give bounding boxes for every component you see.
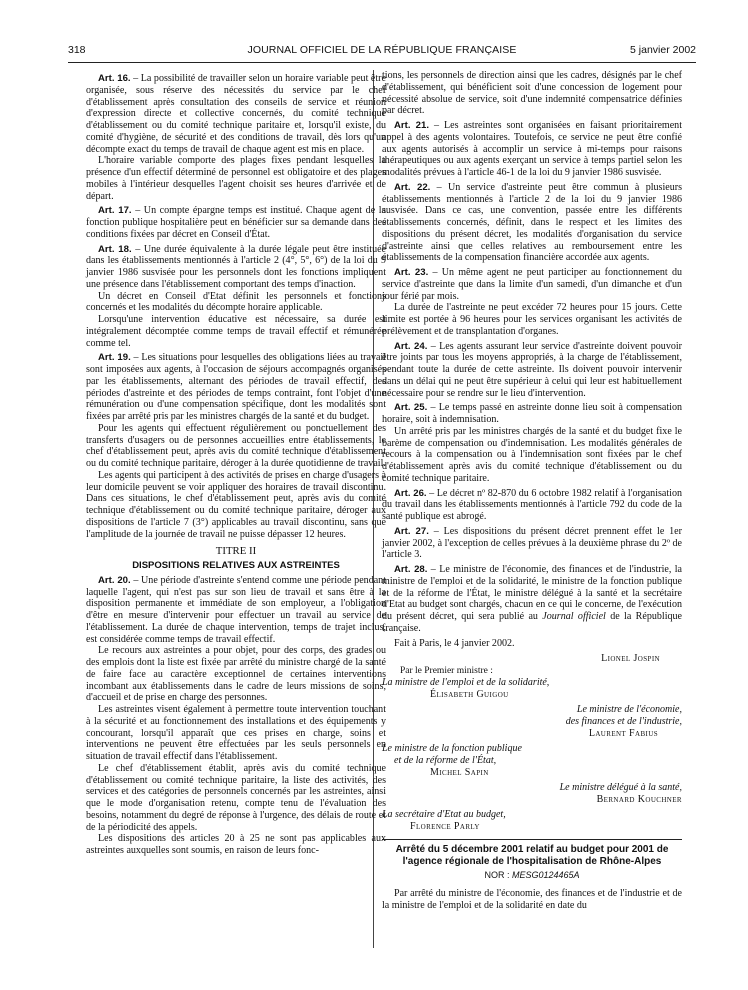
article-label: Art. 27.	[394, 525, 429, 537]
paragraph: Le recours aux astreintes a pour objet, pour des corps, des grades ou des emplois dont la liste est fixée par arrêté du ministre chargé de la santé de faire face au caractère exceptionnel de certaines interventions incombant aux établissements dans le cadre de leurs missions de soins, d'accueil et de prise en charge des personnes.	[86, 645, 386, 704]
article-26: Art. 26. – Le décret nº 82-870 du 6 octobre 1982 relatif à l'organisation du travail dans les établissements mentionnés à l'article 792 du code de la santé publique est abrogé.	[382, 487, 682, 522]
paragraph: Pour les agents qui effectuent régulièrement ou ponctuellement des transferts d'usagers ou de personnes accueillies entre établissements, le chef d'établissement peut, après avis du comité technique d'établissement ou du comité technique paritaire, déroger à la durée quotidienne de travail.	[86, 422, 386, 469]
signatory-title: La ministre de l'emploi et de la solidarité,	[382, 677, 550, 689]
signatory-name: Élisabeth Guigou	[430, 689, 509, 701]
signatory-name: Michel Sapin	[430, 767, 489, 779]
signatory-title: Le ministre délégué à la santé,	[559, 782, 682, 794]
article-label: Art. 16.	[98, 73, 131, 84]
article-20: Art. 20. – Une période d'astreinte s'entend comme une période pendant laquelle l'agent, qui n'est pas sur son lieu de travail et sans être à la disposition permanente et immédiate de son employeur, a l'obligation d'être en mesure d'intervenir pour effectuer un travail au service de l'établissement. La durée de chaque intervention, temps de trajet inclus, est considérée comme temps de travail effectif.	[86, 574, 386, 645]
signatory-title: La secrétaire d'Etat au budget,	[382, 809, 506, 821]
decree-title: Arrêté du 5 décembre 2001 relatif au budget pour 2001 de l'agence régionale de l'hospitalisation de Rhône-Alpes	[395, 844, 669, 868]
article-25: Art. 25. – Le temps passé en astreinte donne lieu soit à compensation horaire, soit à indemnisation.	[382, 402, 683, 425]
paragraph: Les agents qui participent à des activités de prises en charge d'usagers à leur domicile peuvent se voir appliquer des horaires de travail discontinu. Dans ces situations, le chef d'établissement peut, après avis du comité technique d'établissement ou du comité technique paritaire, déroger aux dispositions de l'article 7 (3°) applicables au travail discontinu, sans que l'amplitude de la journée de travail ne puisse dépasser 12 heures.	[86, 469, 386, 540]
article-label: Art. 18.	[98, 243, 132, 255]
paragraph-continued: tions, les personnels de direction ainsi que les cadres, désignés par le chef d'établissement, qui bénéficient soit d'une concession de logement pour nécessité absolue de service, soit d'une indemnité compensatrice définies par décret.	[382, 70, 682, 117]
journal-title: JOURNAL OFFICIEL DE LA RÉPUBLIQUE FRANÇAISE	[247, 44, 517, 56]
paragraph: Le chef d'établissement établit, après avis du comité technique d'établissement ou comité technique paritaire, la liste des activités, des services et des catégories de personnels concernés par les astreintes, ainsi que le mode d'organisation retenu, compte tenu de l'évaluation des besoins, notamment du degré de réponse à l'urgence, des délais de route et de la périodicité des appels.	[86, 762, 386, 833]
signatures	[382, 653, 682, 833]
section-title: TITRE II	[215, 545, 257, 558]
signatory-name: Laurent Fabius	[588, 728, 658, 740]
separator-rule	[382, 839, 682, 840]
issue-date: 5 janvier 2002	[630, 44, 696, 56]
paragraph: La durée de l'astreinte ne peut excéder 72 heures pour 15 jours. Cette limite est portée à 96 heures pour les services organisant les activités de prélèvement et de transplantation d'organes.	[382, 302, 682, 337]
right-column	[382, 70, 682, 912]
article-label: Art. 22.	[394, 181, 431, 193]
paragraph: Par arrêté du ministre de l'économie, des finances et de l'industrie et de la ministre de l'emploi et de la solidarité en date du	[382, 888, 682, 911]
article-label: Art. 21.	[394, 120, 430, 131]
signatory-title: Le ministre de la fonction publique	[382, 743, 522, 755]
article-label: Art. 20.	[98, 574, 131, 586]
paragraph: Un arrêté pris par les ministres chargés de la santé et du budget fixe le barème de compensation ou d'indemnisation. Les modalités générales de recours à la compensation ou à l'indemnisation sont fixées par le chef d'établissement après avis du comité technique d'établissement ou du comité technique paritaire.	[382, 425, 682, 484]
article-label: Art. 28.	[394, 564, 428, 575]
signatory-title: Le ministre de l'économie,	[576, 704, 682, 716]
article-27: Art. 27. – Les dispositions du présent décret prennent effet le 1er janvier 2002, à l'exception de celles prévues à la deuxième phrase du 2º de l'article 3.	[382, 525, 682, 561]
article-22: Art. 22. – Un service d'astreinte peut être commun à plusieurs établissements mentionnés à l'article 2 de la loi du 9 janvier 1986 susvisée. Dans ce cas, une convention, passée entre les différents établissements concernés, définit, dans le respect et les limites des dispositions du présent décret, les modalités d'organisation du service d'astreinte ainsi que celles relatives au remboursement entre les établissements de la compensation financière accordée aux agents.	[382, 181, 682, 264]
article-23: Art. 23. – Un même agent ne peut participer au fonctionnement du service d'astreinte que dans la limite d'un samedi, d'un dimanche et d'un jour férié par mois.	[382, 267, 683, 302]
paragraph: Un décret en Conseil d'Etat définit les personnels et fonctions concernés et les modalités du décompte horaire applicable.	[86, 290, 386, 314]
signatory-title: des finances et de l'industrie,	[565, 716, 682, 728]
article-18: Art. 18. – Une durée équivalente à la durée légale peut être instituée dans les établissements mentionnés à l'article 2 (4°, 5°, 6°) de la loi du 9 janvier 1986 susvisée pour les personnels dont les fonctions impliquent une présence dans l'établissement comportant des temps d'inaction.	[86, 243, 387, 290]
signature-intro: Par le Premier ministre :	[400, 666, 493, 677]
article-28: Art. 28. – Le ministre de l'économie, des finances et de l'industrie, la ministre de l'emploi et de la solidarité, le ministre de la fonction publique et de la réforme de l'État, le ministre délégué à la santé et la secrétaire d'Etat au budget sont chargés, chacun en ce qui le concerne, de l'exécution du présent décret, qui sera publié au Journal officiel de la République française.	[382, 564, 682, 634]
article-label: Art. 25.	[394, 402, 428, 414]
signatory-pm: Lionel Jospin	[601, 653, 660, 665]
signatory-title: et de la réforme de l'État,	[394, 755, 497, 767]
nor-reference: NOR : MESG0124465A	[484, 870, 580, 881]
article-24: Art. 24. – Les agents assurant leur service d'astreinte doivent pouvoir être joints par tous les moyens appropriés, à la charge de l'établissement, pendant toute la durée de cette astreinte. Ils doivent pouvoir intervenir dans un délai qui ne peut être supérieur à celui qui leur est habituellement nécessaire pour se rendre sur le lieu d'intervention.	[382, 340, 683, 399]
article-label: Art. 19.	[98, 352, 131, 364]
page-header	[68, 44, 696, 60]
signatory-name: Florence Parly	[410, 821, 480, 833]
paragraph: L'horaire variable comporte des plages fixes pendant lesquelles la présence d'un effectif déterminé de personnel est obligatoire et des plages mobiles à l'intérieur desquelles l'agent choisit ses heures d'arrivée et de départ.	[86, 155, 386, 202]
paragraph: Les astreintes visent également à permettre toute intervention touchant à la sécurité et au fonctionnement des installations et des équipements y concourant, lorsqu'il apparaît que ces prises en charge, soins et interventions ne peuvent être effectuées par les seuls personnels en situation de travail effectif dans l'établissement.	[86, 704, 386, 762]
article-label: Art. 23.	[394, 267, 429, 278]
article-label: Art. 17.	[98, 205, 132, 217]
paragraph: Les dispositions des articles 20 à 25 ne sont pas applicables aux astreintes auxquelles sont soumis, en raison de leurs fonc-	[86, 833, 386, 856]
journal-officiel-italic: Journal officiel	[542, 611, 606, 622]
section-subtitle: DISPOSITIONS RELATIVES AUX ASTREINTES	[132, 560, 340, 571]
page-number: 318	[68, 44, 86, 56]
article-label: Art. 26.	[394, 487, 427, 499]
signatory-name: Bernard Kouchner	[596, 794, 682, 806]
header-rule	[68, 62, 696, 63]
done-at: Fait à Paris, le 4 janvier 2002.	[394, 637, 515, 649]
article-17: Art. 17. – Un compte épargne temps est institué. Chaque agent de la fonction publique hospitalière peut en bénéficier sur sa demande dans des conditions fixées par décret en Conseil d'État.	[86, 205, 386, 240]
paragraph: Lorsqu'une intervention éducative est nécessaire, sa durée est intégralement décomptée comme temps de travail effectif et rémunérée comme tel.	[86, 314, 386, 349]
left-column	[86, 70, 386, 857]
article-label: Art. 24.	[394, 340, 428, 352]
article-19: Art. 19. – Les situations pour lesquelles des obligations liées au travail sont imposées aux agents, à l'occasion de séjours accompagnés organisés par les établissements, alternant des périodes de travail effectif, des périodes d'astreinte et des périodes de temps contraint, font l'objet d'une rémunération ou d'une compensation spécifique, dont les modalités sont fixées par arrêté pris par les ministres chargés de la santé et du budget.	[86, 352, 387, 422]
article-21: Art. 21. – Les astreintes sont organisées en faisant prioritairement appel à des agents volontaires. Toutefois, ce service ne peut être confié aux agents autorisés à accomplir un service à mi-temps pour raisons thérapeutiques ou aux agents exerçant un service à temps partiel selon les modalités prévues à l'article 46-1 de la loi du 9 janvier 1986 susvisée.	[382, 120, 682, 178]
article-16: Art. 16. – La possibilité de travailler selon un horaire variable peut être organisée, sous réserve des nécessités du service par le chef d'établissement après consultation des conseils de service et réunion d'expression directe et collective concernés, du comité technique d'établissement ou du comité technique paritaire et, lorsqu'il existe, du comité d'hygiène, de sécurité et des conditions de travail, dès lors qu'un décompte exact du temps de travail de chaque agent est mis en place.	[86, 73, 386, 155]
